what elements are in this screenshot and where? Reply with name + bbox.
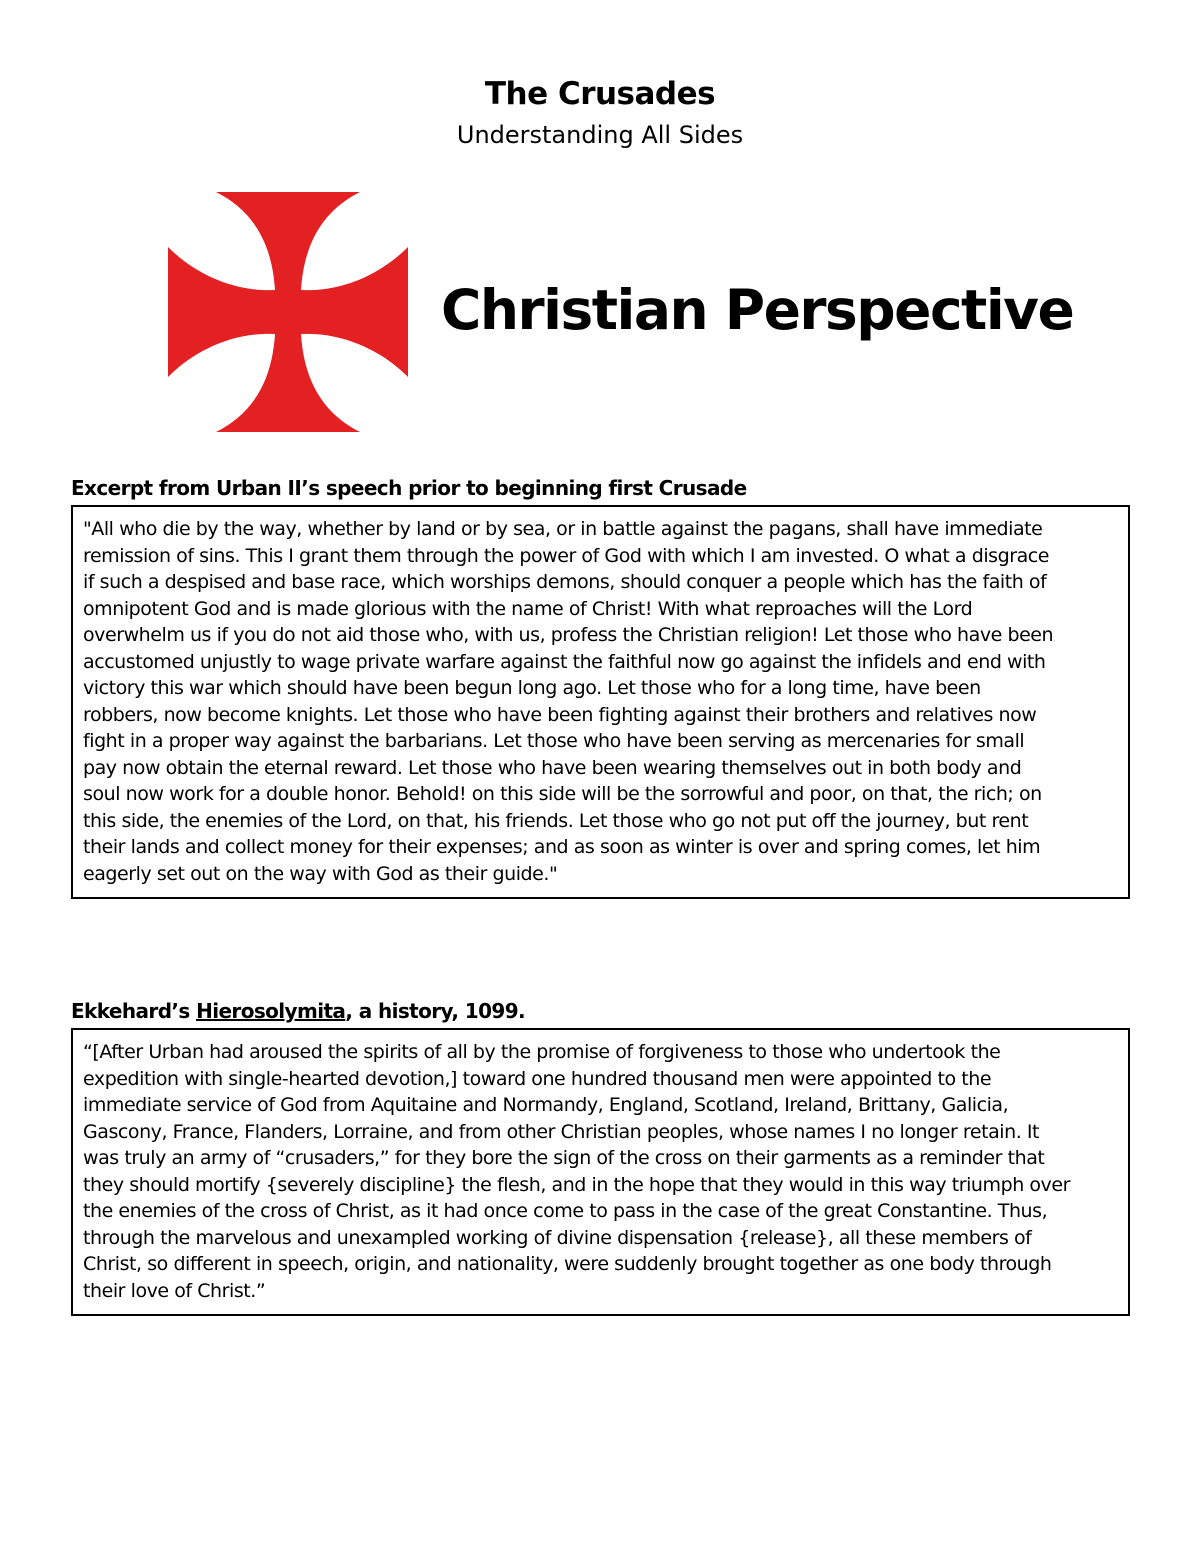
section-banner-heading: Christian Perspective xyxy=(441,278,1074,342)
quote-line: victory this war which should have been begun long ago. Let those who for a long time, have been xyxy=(83,677,981,699)
quote-line: overwhelm us if you do not aid those who, with us, profess the Christian religion! Let those who have been xyxy=(83,624,1054,646)
quote-line: omnipotent God and is made glorious with the name of Christ! With what reproaches will the Lord xyxy=(83,597,973,620)
quote-line: soul now work for a double honor. Behold! on this side will be the sorrowful and poor, on that, the rich; on xyxy=(83,783,1042,805)
heading-prefix: Ekkehard’s xyxy=(71,999,197,1023)
quote-line: immediate service of God from Aquitaine and Normandy, England, Scotland, Ireland, Brittany, Galicia, xyxy=(83,1094,1009,1116)
quote-line: was truly an army of “crusaders,” for they bore the sign of the cross on their garments as a reminder that xyxy=(83,1147,1045,1169)
book-title-link: Hierosolymita xyxy=(196,999,346,1023)
quote-line: expedition with single-hearted devotion,] toward one hundred thousand men were appointed to the xyxy=(83,1067,992,1090)
quote-line: remission of sins. This I grant them through the power of God with which I am invested. O what a disgrace xyxy=(83,544,1050,567)
quote-line: accustomed unjustly to wage private warfare against the faithful now go against the infidels and end with xyxy=(83,650,1046,673)
quote-line: Christ, so different in speech, origin, and nationality, were suddenly brought together as one body through xyxy=(83,1253,1052,1275)
quote-box-ekkehard xyxy=(71,1028,1130,1316)
quote-line: fight in a proper way against the barbarians. Let those who have been serving as mercenaries for small xyxy=(83,730,1025,752)
quote-line: if such a despised and base race, which worships demons, should conquer a people which has the faith of xyxy=(83,571,1047,593)
heading-suffix: , a history, 1099. xyxy=(345,999,526,1023)
quote-line: this side, the enemies of the Lord, on that, his friends. Let those who go not put off the journey, but rent xyxy=(83,809,1029,832)
templar-cross-icon xyxy=(168,192,408,432)
quote-line: eagerly set out on the way with God as their guide." xyxy=(83,862,558,885)
quote-line: "All who die by the way, whether by land or by sea, or in battle against the pagans, shall have immediate xyxy=(83,518,1043,540)
quote-line: pay now obtain the eternal reward. Let those who have been wearing themselves out in both body and xyxy=(83,756,1022,779)
quote-box-urban xyxy=(71,505,1130,899)
quote-line: the enemies of the cross of Christ, as it had once come to pass in the case of the great Constantine. Thus, xyxy=(83,1200,1048,1222)
quote-line: Gascony, France, Flanders, Lorraine, and from other Christian peoples, whose names I no longer retain. It xyxy=(83,1120,1040,1143)
quote-line: they should mortify {severely discipline} the flesh, and in the hope that they would in this way triumph over xyxy=(83,1173,1070,1196)
excerpt-heading-ekkehard xyxy=(71,999,525,1023)
excerpt-heading-urban: Excerpt from Urban II’s speech prior to beginning first Crusade xyxy=(71,476,747,500)
quote-line: through the marvelous and unexampled working of divine dispensation {release}, all these members of xyxy=(83,1226,1032,1249)
quote-line: their love of Christ.” xyxy=(83,1279,266,1302)
page-title: The Crusades xyxy=(484,76,716,112)
page-subtitle: Understanding All Sides xyxy=(456,121,744,149)
quote-line: their lands and collect money for their expenses; and as soon as winter is over and spring comes, let him xyxy=(83,836,1041,858)
quote-line: “[After Urban had aroused the spirits of all by the promise of forgiveness to those who undertook the xyxy=(83,1041,1001,1063)
quote-line: robbers, now become knights. Let those who have been fighting against their brothers and relatives now xyxy=(83,703,1037,726)
